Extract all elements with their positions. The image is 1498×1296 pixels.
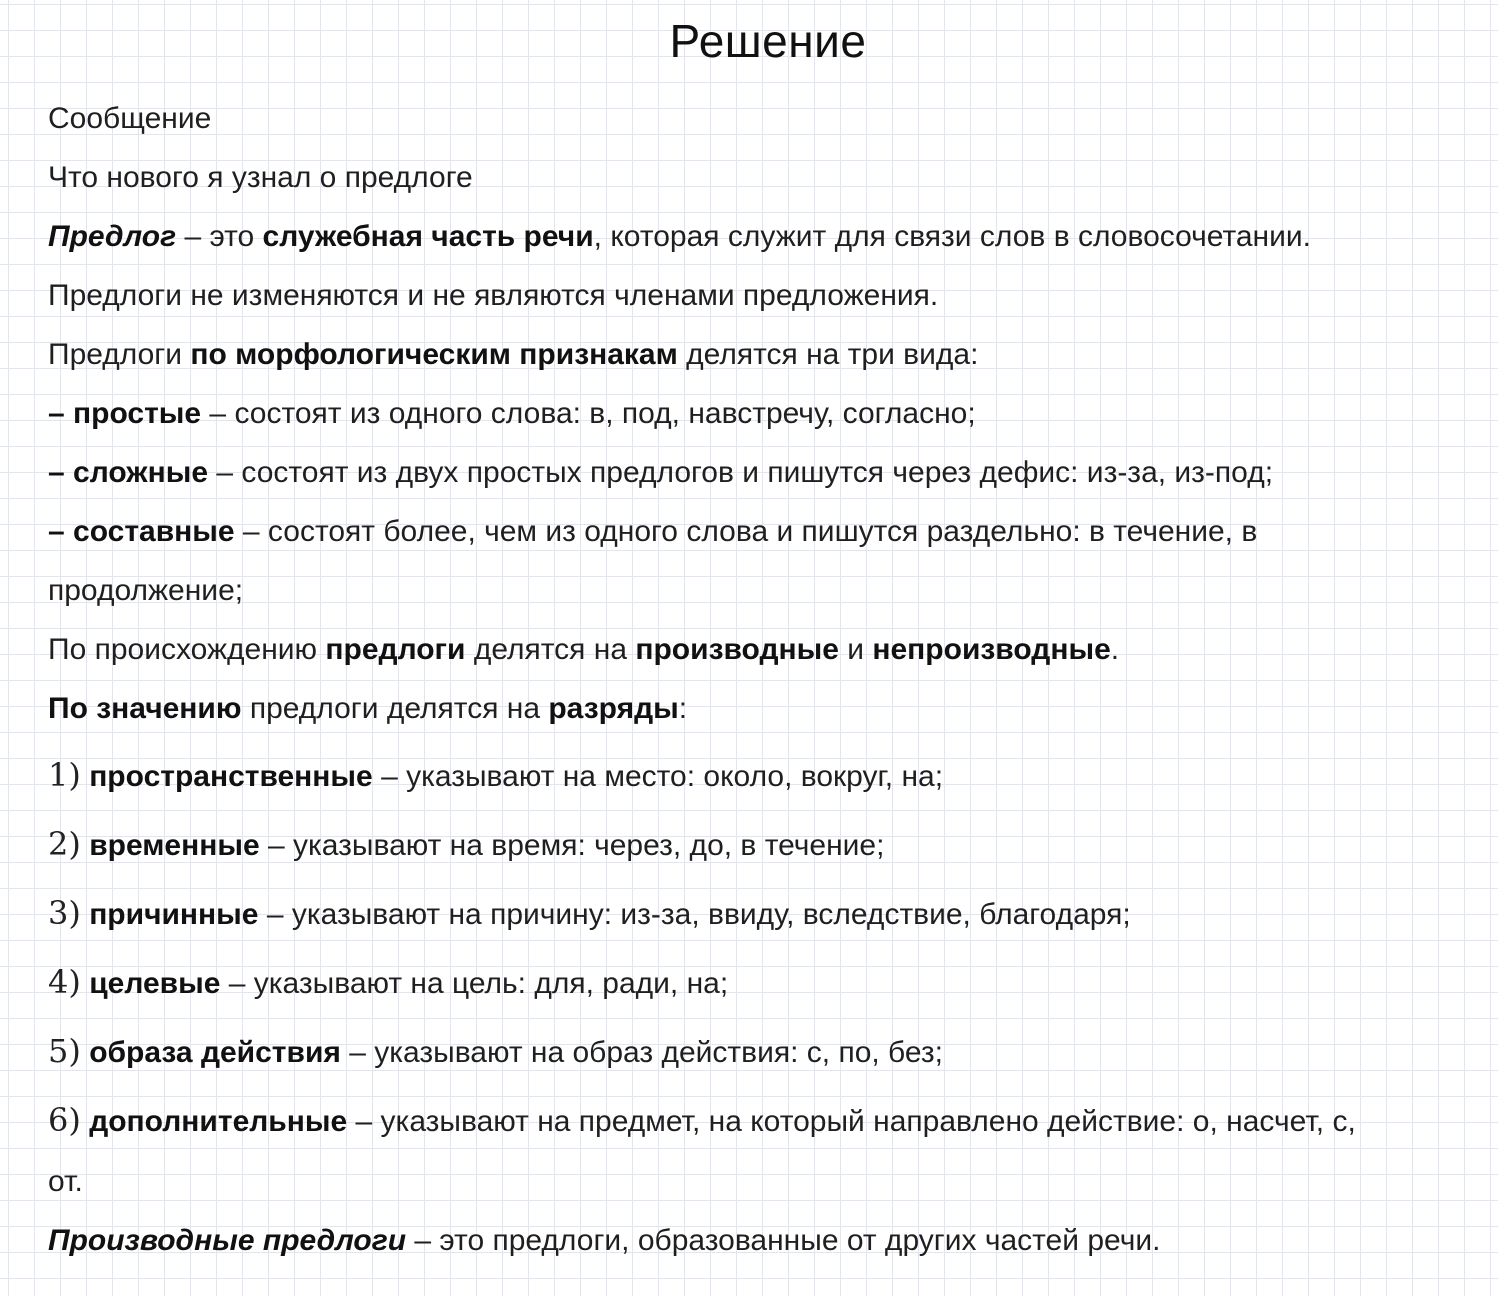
type-description: – состоят более, чем из одного слова и пишутся раздельно: в течение, в [234, 515, 1258, 548]
type-dash: – [48, 515, 74, 548]
meaning-mid: предлоги делятся на [241, 692, 549, 725]
category-item [48, 1032, 944, 1070]
origin-bold-prepositions: предлоги [325, 633, 466, 666]
category-item [48, 825, 885, 863]
not-changing-line: Предлоги не изменяются и не являются членами предложения. [48, 279, 939, 312]
origin-bold-derived: производные [635, 633, 839, 666]
derived-term: Производные предлоги [48, 1224, 407, 1257]
category-item [48, 1101, 1356, 1139]
type-description: – состоят из двух простых предлогов и пишутся через дефис: из-за, из-под; [208, 456, 1274, 489]
category-number: 6) [48, 1101, 81, 1139]
message-heading: Сообщение [48, 102, 212, 135]
definition-dash: – это [176, 220, 263, 253]
category-number: 2) [48, 825, 81, 863]
category-name: временные [89, 829, 260, 862]
type-dash: – [48, 456, 74, 489]
meaning-line [48, 694, 687, 724]
morph-pre: Предлоги [48, 338, 191, 371]
type-name: простые [73, 397, 202, 430]
type-item [48, 458, 1273, 488]
category-number: 4) [48, 963, 81, 1001]
origin-bold-nonderived: непроизводные [872, 633, 1111, 666]
meaning-bold: По значению [48, 692, 242, 725]
category-item [48, 894, 1131, 932]
definition-bold: служебная часть речи [262, 220, 594, 253]
term-preposition: Предлог [48, 220, 177, 253]
category-name: дополнительные [89, 1105, 348, 1138]
derived-line [48, 1226, 1160, 1256]
definition-rest: , которая служит для связи слов в словосочетании. [593, 220, 1311, 253]
type-name: сложные [73, 456, 209, 489]
category-description: – указывают на причину: из-за, ввиду, вследствие, благодаря; [258, 898, 1131, 931]
meaning-bold-categories: разряды [548, 692, 679, 725]
meaning-post: : [678, 692, 688, 725]
category-name: образа действия [89, 1036, 341, 1069]
morph-line [48, 340, 978, 370]
type-item-continuation: продолжение; [48, 574, 244, 607]
type-dash: – [48, 397, 74, 430]
category-number: 5) [48, 1032, 81, 1070]
category-number: 3) [48, 894, 81, 932]
type-item [48, 399, 976, 429]
category-name: причинные [89, 898, 259, 931]
morph-post: делятся на три вида: [677, 338, 979, 371]
type-item [48, 517, 1257, 547]
category-name: пространственные [89, 760, 373, 793]
origin-post: . [1110, 633, 1120, 666]
category-item [48, 756, 944, 794]
category-description: – указывают на предмет, на который направлено действие: о, насчет, с, [347, 1105, 1356, 1138]
category-item-continuation: от. [48, 1165, 83, 1198]
message-subheading: Что нового я узнал о предлоге [48, 161, 473, 194]
type-name: составные [73, 515, 235, 548]
category-description: – указывают на время: через, до, в течение; [259, 829, 885, 862]
category-description: – указывают на образ действия: с, по, без; [340, 1036, 944, 1069]
type-description: – состоят из одного слова: в, под, навстречу, согласно; [201, 397, 976, 430]
category-name: целевые [89, 967, 221, 1000]
origin-line [48, 635, 1119, 665]
category-number: 1) [48, 756, 81, 794]
category-item [48, 963, 729, 1001]
morph-bold: по морфологическим признакам [190, 338, 678, 371]
origin-mid: делятся на [465, 633, 636, 666]
page-title: Решение [669, 15, 867, 67]
origin-pre: По происхождению [48, 633, 326, 666]
origin-and: и [838, 633, 873, 666]
derived-rest: – это предлоги, образованные от других частей речи. [406, 1224, 1161, 1257]
category-description: – указывают на место: около, вокруг, на; [372, 760, 944, 793]
category-description: – указывают на цель: для, ради, на; [220, 967, 729, 1000]
definition-line [48, 222, 1311, 252]
